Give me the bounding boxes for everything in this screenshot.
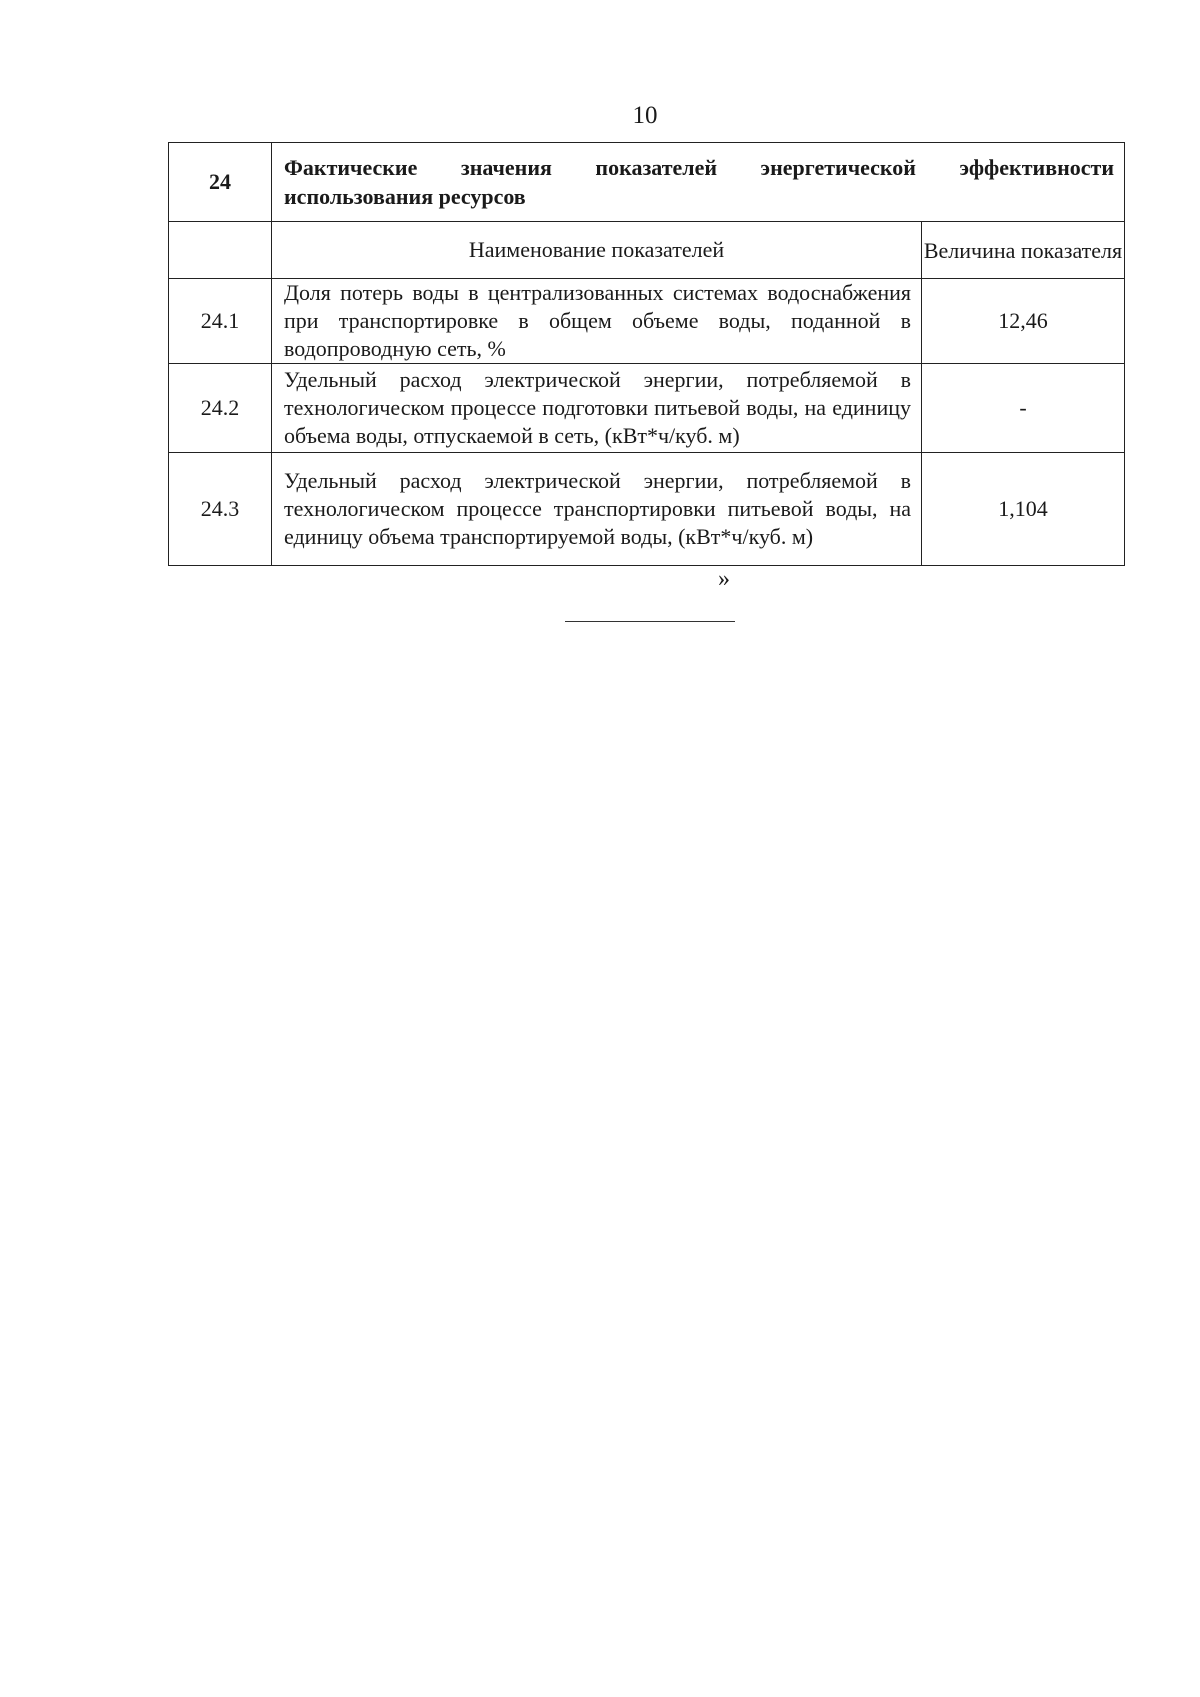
table-row	[169, 453, 1125, 566]
page-number: 10	[632, 102, 658, 129]
row-number: 24.1	[169, 279, 272, 364]
row-value: -	[922, 364, 1125, 453]
row-value: 12,46	[922, 279, 1125, 364]
header-name: Наименование показателей	[272, 222, 922, 279]
closing-quote: »	[718, 566, 730, 592]
row-number: 24.2	[169, 364, 272, 453]
row-name: Удельный расход электрической энергии, потребляемой в технологическом процессе подготовки питьевой воды, на единицу объема воды, отпускаемой в сеть, (кВт*ч/куб. м)	[272, 364, 922, 453]
section-row	[169, 143, 1125, 222]
end-rule	[565, 621, 735, 622]
row-name: Доля потерь воды в централизованных системах водоснабжения при транспортировке в общем объеме воды, поданной в водопроводную сеть, %	[272, 279, 922, 364]
row-name: Удельный расход электрической энергии, потребляемой в технологическом процессе транспортировки питьевой воды, на единицу объема транспортируемой воды, (кВт*ч/куб. м)	[272, 453, 922, 566]
header-number-cell	[169, 222, 272, 279]
row-value: 1,104	[922, 453, 1125, 566]
header-value: Величина показателя	[922, 222, 1125, 279]
section-number: 24	[169, 143, 272, 222]
table-row	[169, 364, 1125, 453]
row-number: 24.3	[169, 453, 272, 566]
table-row	[169, 279, 1125, 364]
table-header-row	[169, 222, 1125, 279]
indicators-table	[168, 142, 1125, 566]
section-title: Фактические значения показателей энергетической эффективности использования ресурсов	[272, 143, 1125, 222]
